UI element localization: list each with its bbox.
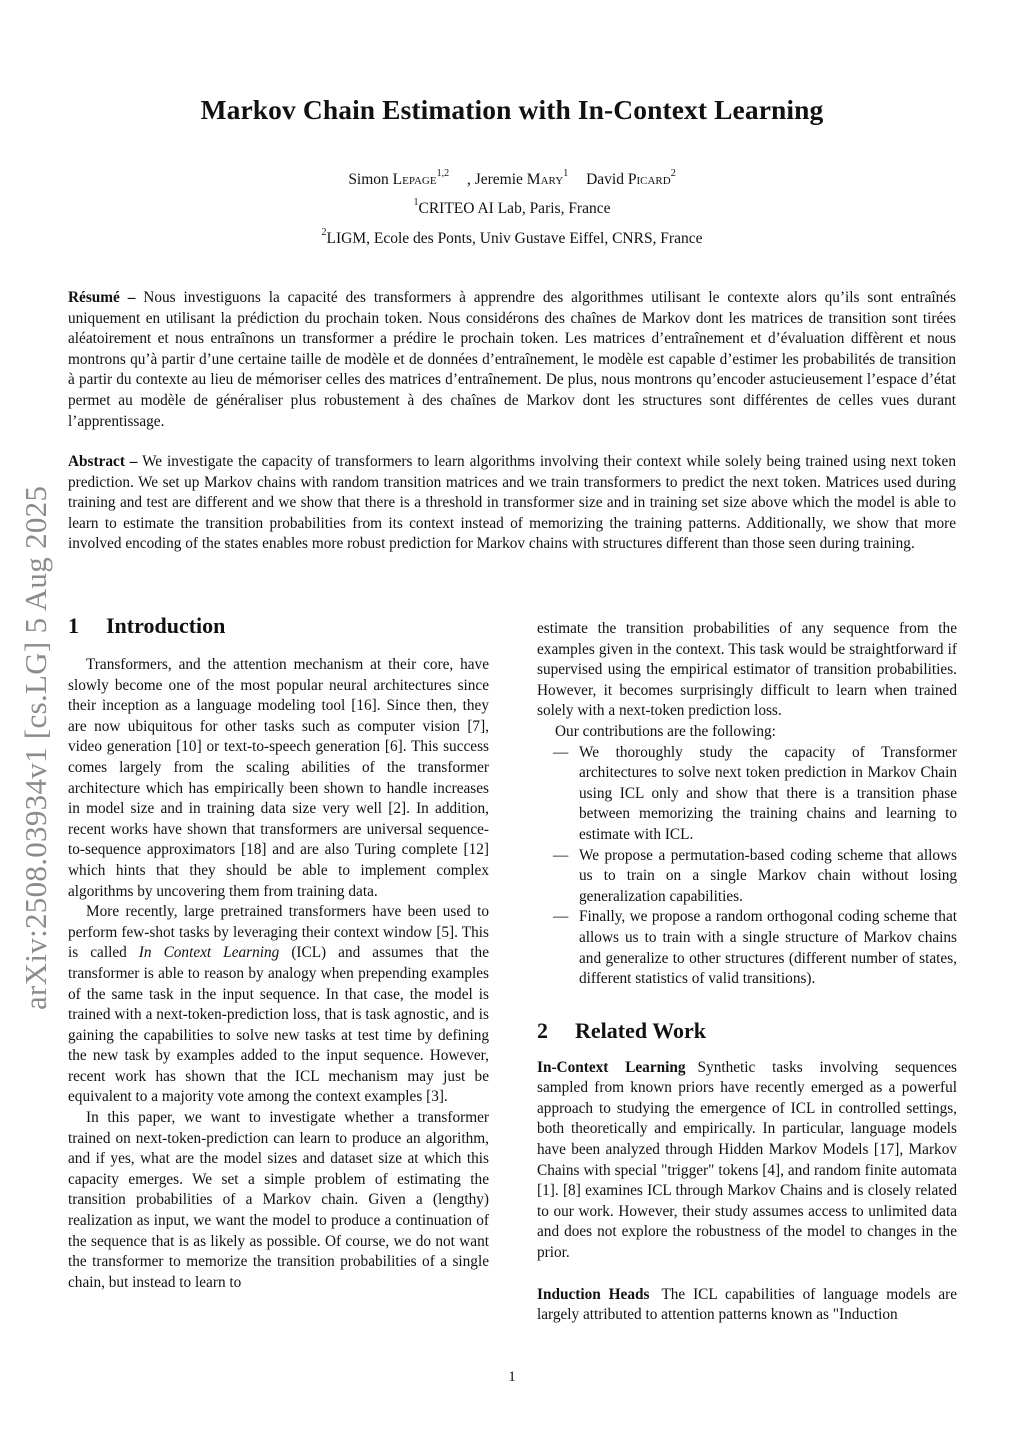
list-item: — We thoroughly study the capacity of Transformer architectures to solve next token prediction in Markov Chain using ICL only and show that there is a transition phase between memorizing the training chains and learning to estimate with ICL. — [553, 743, 957, 843]
list-item: — Finally, we propose a random orthogonal coding scheme that allows us to train with a single structure of Markov chains and generalize to other structures (different number of states, different statistics of valid transitions). — [553, 908, 957, 988]
intro-paragraph-4: estimate the transition probabilities of any sequence from the examples given in the context. This task would be straightforward if supervised using the empirical estimator of transition probabilities. However, it becomes surprisingly difficult to learn when trained solely with a next-token prediction loss. — [537, 620, 957, 720]
author-2: Jeremie Mary$^1$ — [474, 168, 569, 188]
related-icl-paragraph: In-Context Learning Synthetic tasks involving sequences sampled from known priors have recently emerged as a powerful approach to studying the emergence of ICL in controlled settings, both theoretically and empirically. In particular, language models have been analyzed through Hidden Markov Models [17], Markov Chains with special "trigger" tokens [4], and random finite automata [1]. [8] examines ICL through Markov Chains and is closely related to our work. However, their study assumes access to unlimited data and does not explore the robustness of the model to changes in the prior. — [537, 1058, 957, 1262]
left-column — [68, 613, 489, 1293]
resume-block — [68, 288, 956, 432]
paper-title: Markov Chain Estimation with In-Context Learning — [200, 94, 824, 125]
intro-paragraph-3: In this paper, we want to investigate whether a transformer trained on next-token-prediction can learn to produce an algorithm, and if yes, what are the model sizes and dataset size at which this capacity emerges. We set a simple problem of estimating the transition probabilities of a Markov chain. Given a (lengthy) realization as input, we want the model to produce a continuation of the sequence that is as likely as possible. Of course, we do not want the transformer to memorize the transition probabilities of a single chain, but instead to learn to — [68, 1109, 489, 1291]
abstract-text: We investigate the capacity of transformers to learn algorithms involving their context while solely being trained using next token prediction. We set up Markov chains with random transition matrices and we train transformers to predict the next token. Matrices used during training and test are different and we show that there is a threshold in transformer size and in training set size above which the model is able to learn to estimate the transition probabilities from its context instead of memorizing the training patterns. Additionally, we show that more involved encoding of the states enables more robust prediction for Markov chains with structures different than those seen during training. — [68, 453, 956, 553]
intro-paragraph-1: Transformers, and the attention mechanism at their core, have slowly become one of the most popular neural architectures since their inception as a language modeling tool [16]. Since then, they are now ubiquitous for other tasks such as computer vision [7], video generation [10] or text-to-speech generation [6]. This success comes largely from the scaling abilities of the transformer architecture which has empirically been shown to handle increases in model size and in training data size very well [2]. In addition, recent works have shown that transformers are universal sequence-to-sequence approximators [18] and are also Turing complete [12] which hints that they should be able to implement complex algorithms by uncovering them from training data. — [68, 656, 489, 900]
affiliation-2: $^2$LIGM, Ecole des Ponts, Univ Gustave Eiffel, CNRS, France — [321, 227, 703, 247]
contributions-list — [537, 743, 957, 990]
related-induction-paragraph: Induction Heads The ICL capabilities of language models are largely attributed to attention patterns known as "Induction — [537, 1285, 957, 1324]
abstract-label: Abstract – — [68, 453, 138, 470]
author-1: Simon Lepage$^{1,2}$ — [348, 168, 450, 188]
resume-label: Résumé – — [68, 289, 136, 306]
author-line: Simon Lepage$^{1,2}$ , Jeremie Mary$^1$ David Picard$^2$ — [348, 168, 676, 188]
list-item: — We propose a permutation-based coding scheme that allows us to train on a single Markov chain without losing generalization capabilities. — [553, 846, 957, 905]
affiliation-1: $^1$CRITEO AI Lab, Paris, France — [413, 197, 611, 217]
abstract-block — [68, 452, 956, 555]
section-heading-introduction: 1 Introduction — [68, 613, 226, 638]
intro-paragraph-2: More recently, large pretrained transformers have been used to perform few-shot tasks by leveraging their context window [5]. This is called In Context Learning (ICL) and assumes that the transformer is able to reason by analogy when prepending examples of the same task in the input sequence. In that case, the model is trained with a next-token-prediction loss, that is task agnostic, and is gaining the capabilities to solve new tasks at test time by defining the new task by examples added to the input sequence. However, recent work has shown that the ICL mechanism may just be equivalent to a majority vote among the context examples [3]. — [68, 903, 489, 1106]
author-3: David Picard$^2$ — [586, 168, 676, 188]
resume-text: Nous investiguons la capacité des transformers à apprendre des algorithmes utilisant le contexte alors qu’ils sont entraînés uniquement en utilisant la prédiction du prochain token. Nous considérons des chaînes de Markov dont les matrices de transition sont tirées aléatoirement et nous entraînons un transformer a prédire le prochain token. Les matrices d’entraînement et d’évaluation diffèrent et nous montrons qu’à partir d’une certaine taille de modèle et de données d’entraînement, le modèle est capable d’estimer les probabilités de transition à partir du contexte au lieu de mémoriser celles des matrices d’entraînement. De plus, nous montrons qu’encoder astucieusement l’espace d’état permet au modèle de généraliser plus robustement à des chaînes de Markov dont les structures sont différentes de celles vues durant l’apprentissage. — [68, 289, 956, 430]
right-column — [537, 619, 957, 1326]
contributions-intro: Our contributions are the following: — [555, 722, 776, 740]
arxiv-identifier: arXiv:2508.03934v1 [cs.LG] 5 Aug 2025 — [18, 485, 53, 1010]
section-heading-related-work: 2 Related Work — [537, 1017, 706, 1043]
page-number: 1 — [508, 1369, 516, 1385]
